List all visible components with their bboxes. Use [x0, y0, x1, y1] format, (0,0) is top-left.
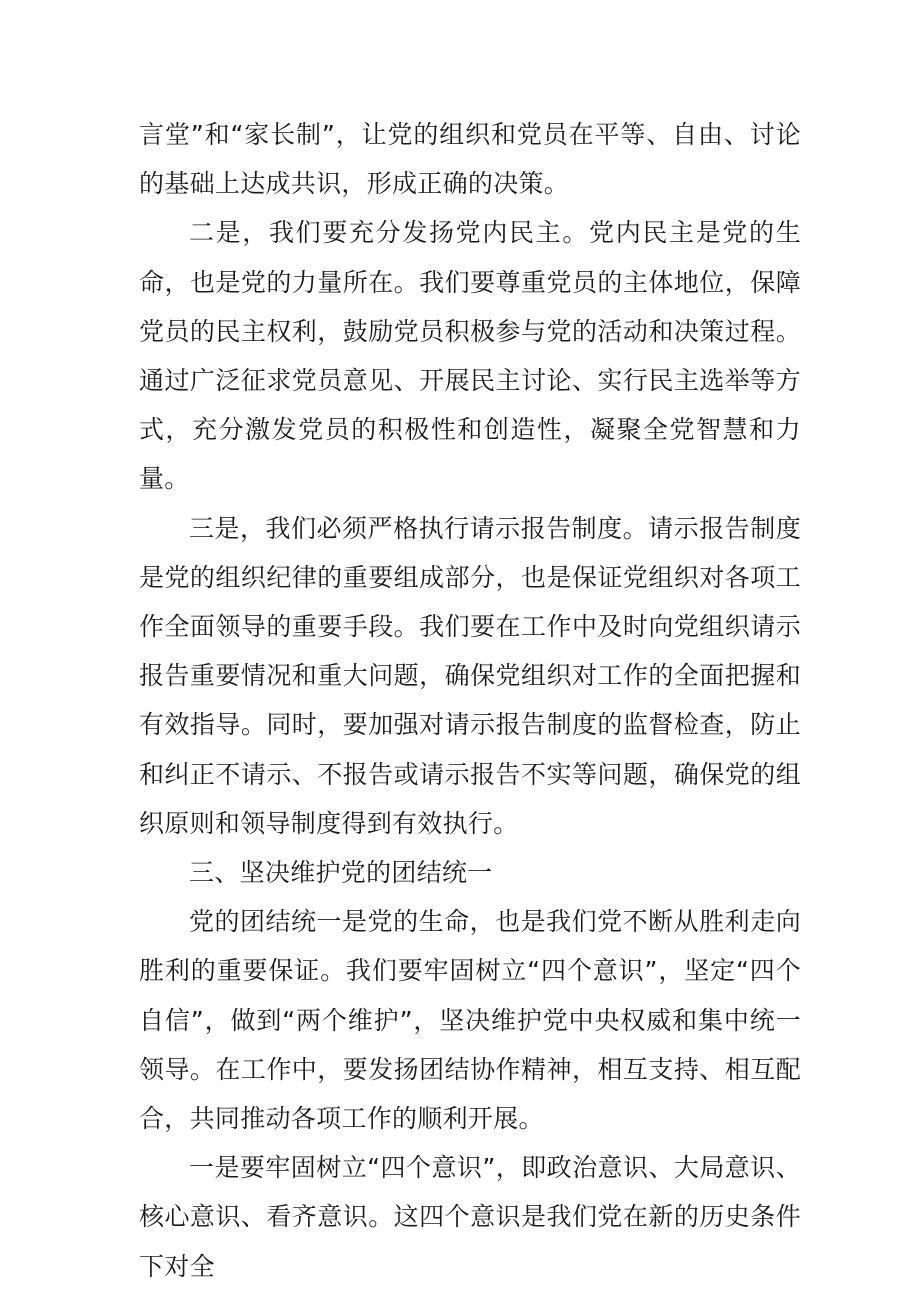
paragraph-reporting-system: 三是，我们必须严格执行请示报告制度。请示报告制度是党的组织纪律的重要组成部分，也是保证党组织对各项工作全面领导的重要手段。我们要在工作中及时向党组织请示报告重要情况和重大问题，确保党组织对工作的全面把握和有效指导。同时，要加强对请示报告制度的监督检查，防止和纠正不请示、不报告或请示报告不实等问题，确保党的组织原则和领导制度得到有效执行。	[139, 513, 801, 838]
paragraph-continuation: 言堂”和“家长制”，让党的组织和党员在平等、自由、讨论的基础上达成共识，形成正确的决策。	[139, 120, 801, 199]
paragraph-inner-party-democracy: 二是，我们要充分发扬党内民主。党内民主是党的生命，也是党的力量所在。我们要尊重党员的主体地位，保障党员的民主权利，鼓励党员积极参与党的活动和决策过程。通过广泛征求党员意见、开展民主讨论、实行民主选举等方式，充分激发党员的积极性和创造性，凝聚全党智慧和力量。	[139, 218, 801, 494]
document-body	[139, 110, 801, 1291]
section-heading-unity: 三、坚决维护党的团结统一	[189, 858, 493, 888]
paragraph-party-unity: 党的团结统一是党的生命，也是我们党不断从胜利走向胜利的重要保证。我们要牢固树立“四个意识”，坚定“四个自信”，做到“两个维护”，坚决维护党中央权威和集中统一领导。在工作中，要发扬团结协作精神，相互支持、相互配合，共同推动各项工作的顺利开展。	[139, 907, 801, 1134]
paragraph-four-consciousness: 一是要牢固树立“四个意识”，即政治意识、大局意识、核心意识、看齐意识。这四个意识是我们党在新的历史条件下对全	[139, 1153, 801, 1281]
